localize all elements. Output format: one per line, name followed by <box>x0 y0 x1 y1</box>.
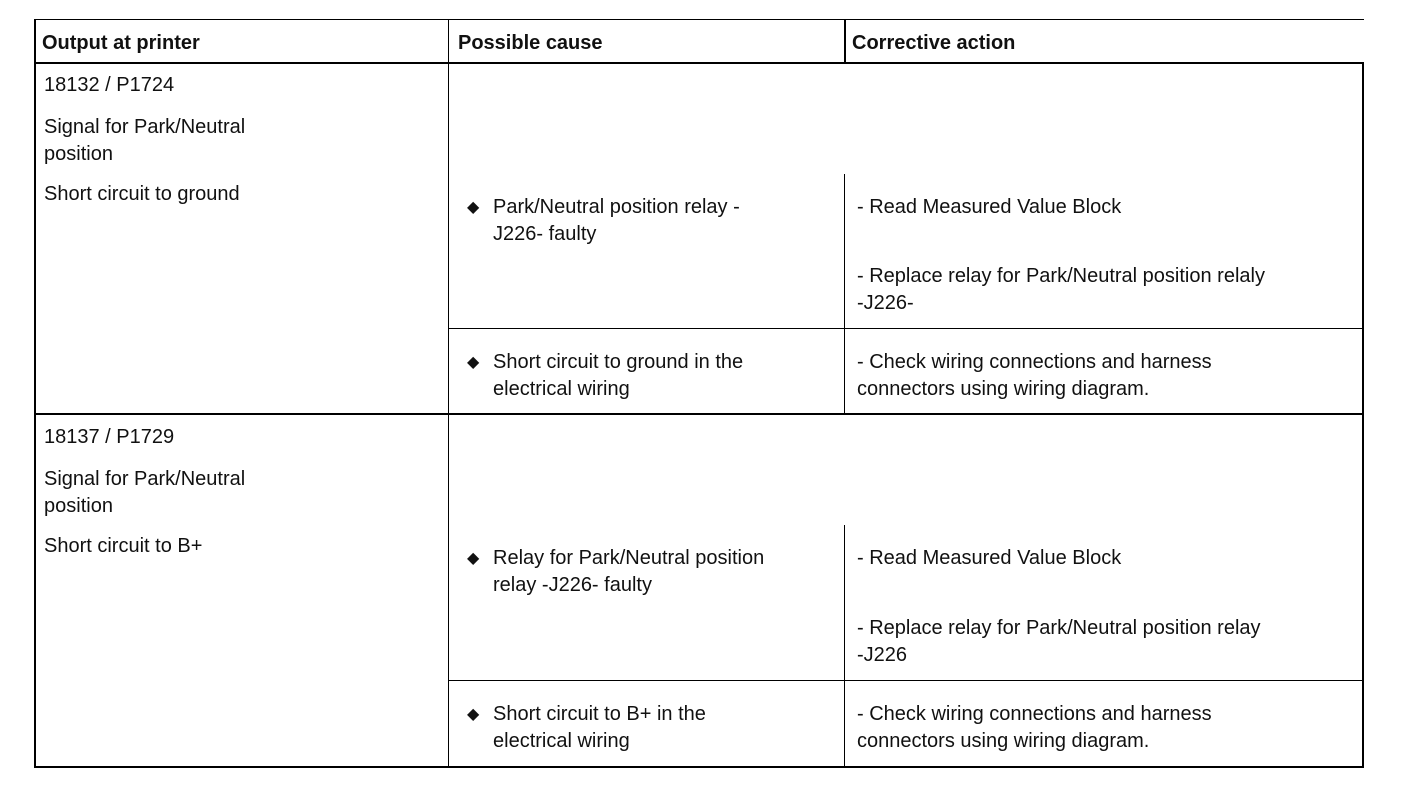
header-divider <box>34 62 1364 64</box>
action-replace-relay-line2: -J226- <box>857 292 914 314</box>
cause-line1: Park/Neutral position relay - <box>493 196 740 218</box>
diagnostic-table <box>34 19 1364 768</box>
action-check-wiring-line1: - Check wiring connections and harness <box>857 351 1212 373</box>
table-border-top <box>34 19 1364 20</box>
cause-line1: Short circuit to ground in the <box>493 351 744 373</box>
fault-description: Short circuit to ground <box>44 183 240 205</box>
column-divider-2c <box>844 525 845 768</box>
table-border-right <box>1362 64 1364 768</box>
row-divider <box>34 413 1364 415</box>
cause-line2: relay -J226- faulty <box>493 574 652 596</box>
action-replace-relay-line2: -J226 <box>857 644 908 666</box>
diamond-bullet-icon: ◆ <box>467 706 480 723</box>
signal-name-line1: Signal for Park/Neutral <box>44 116 246 138</box>
cause-line2: J226- faulty <box>493 223 597 245</box>
cause-line2: electrical wiring <box>493 378 630 400</box>
diamond-bullet-icon: ◆ <box>467 199 480 216</box>
cause-line2: electrical wiring <box>493 730 630 752</box>
column-divider-2b <box>844 174 845 415</box>
fault-code: 18132 / P1724 <box>44 74 175 96</box>
action-check-wiring-line2: connectors using wiring diagram. <box>857 730 1150 752</box>
action-read-measured-value-block: - Read Measured Value Block <box>857 547 1122 569</box>
row1-cause-divider <box>449 328 1364 329</box>
action-replace-relay-line1: - Replace relay for Park/Neutral position relaly <box>857 265 1265 287</box>
row2-cause-divider <box>449 680 1364 681</box>
header-output-at-printer: Output at printer <box>42 32 200 54</box>
fault-code: 18137 / P1729 <box>44 426 175 448</box>
signal-name-line1: Signal for Park/Neutral <box>44 468 246 490</box>
table-border-left <box>34 19 36 768</box>
fault-description: Short circuit to B+ <box>44 535 203 557</box>
column-divider-1 <box>448 19 449 768</box>
diamond-bullet-icon: ◆ <box>467 354 480 371</box>
header-possible-cause: Possible cause <box>458 32 603 54</box>
action-check-wiring-line1: - Check wiring connections and harness <box>857 703 1212 725</box>
header-corrective-action: Corrective action <box>852 32 1016 54</box>
action-replace-relay-line1: - Replace relay for Park/Neutral position relay <box>857 617 1261 639</box>
table-border-bottom <box>34 766 1364 768</box>
action-check-wiring-line2: connectors using wiring diagram. <box>857 378 1150 400</box>
cause-line1: Short circuit to B+ in the <box>493 703 706 725</box>
action-read-measured-value-block: - Read Measured Value Block <box>857 196 1122 218</box>
signal-name-line2: position <box>44 143 113 165</box>
cause-line1: Relay for Park/Neutral position <box>493 547 765 569</box>
column-divider-2a <box>844 19 846 64</box>
diamond-bullet-icon: ◆ <box>467 550 480 567</box>
signal-name-line2: position <box>44 495 113 517</box>
